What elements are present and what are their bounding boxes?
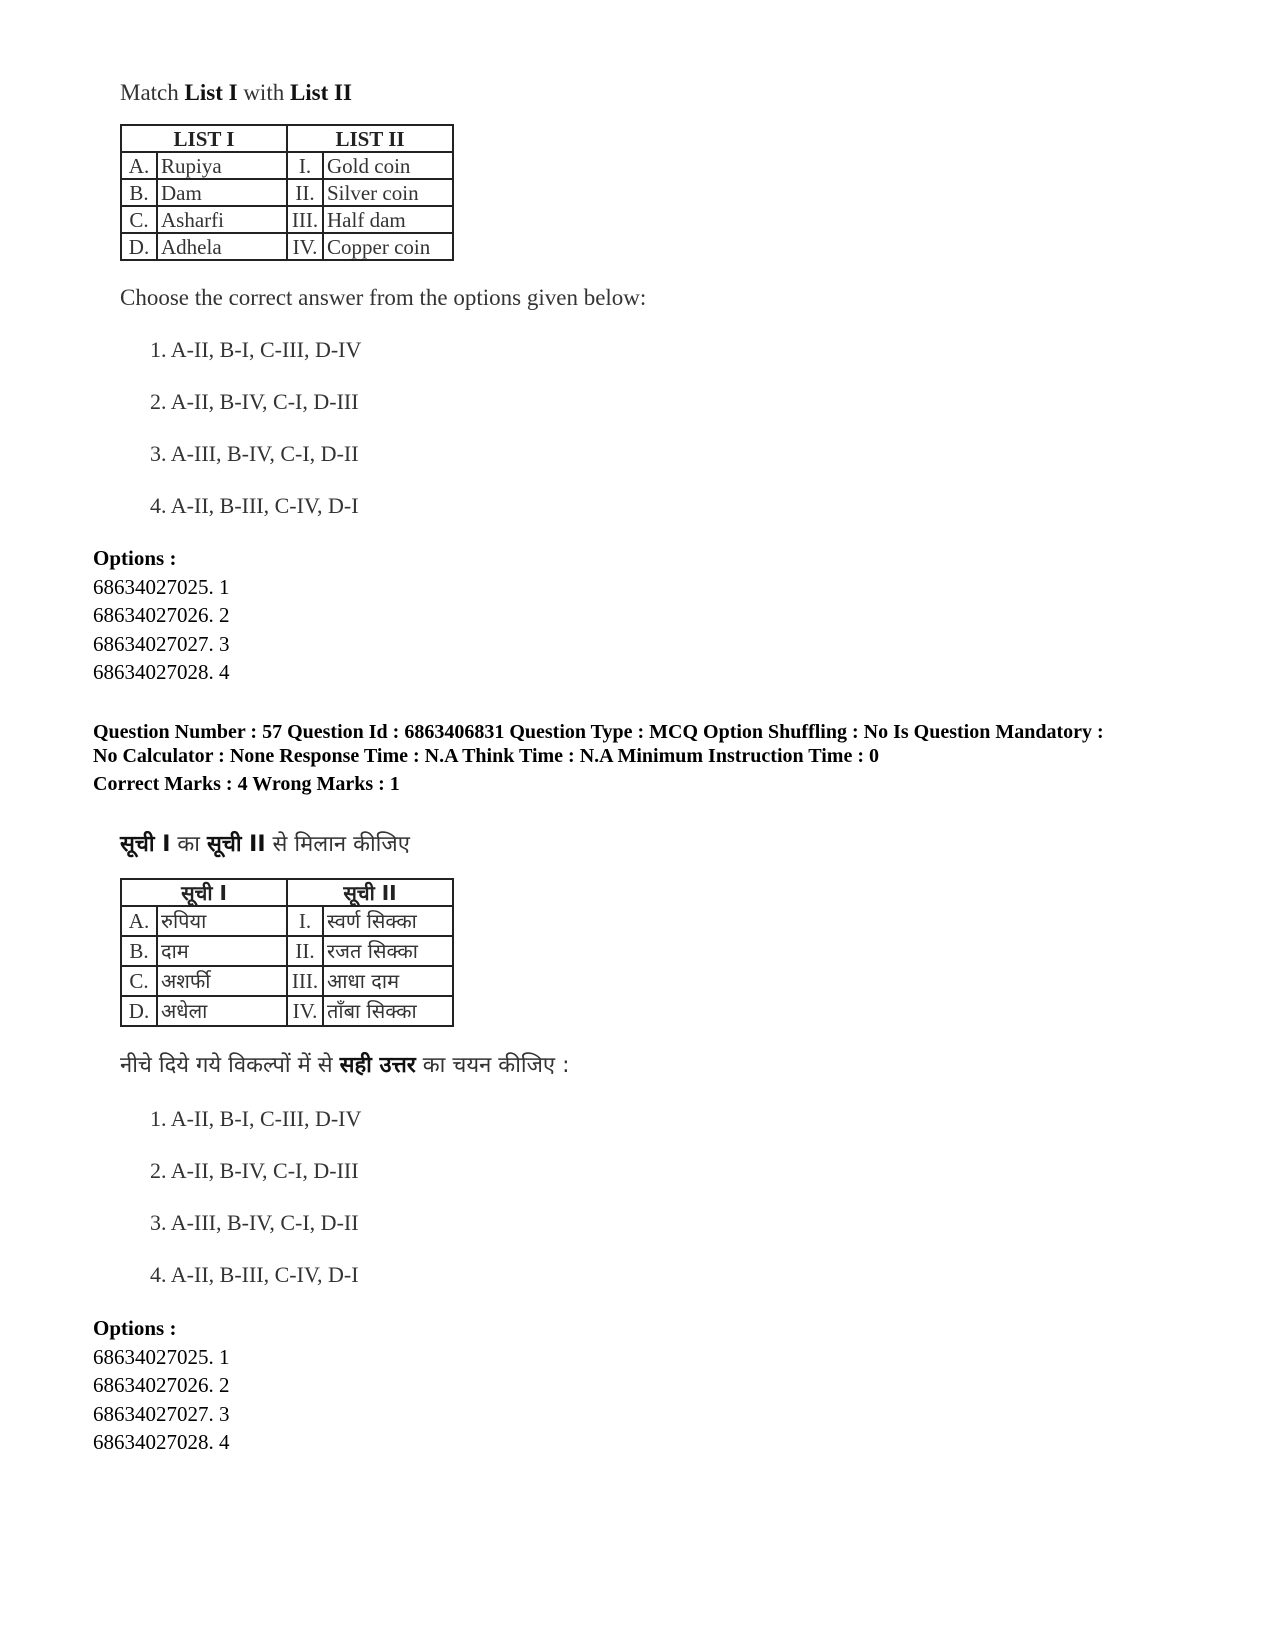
table-row: A. रुपिया I. स्वर्ण सिक्का [121,906,453,936]
q57-meta-line2: No Calculator : None Response Time : N.A Think Time : N.A Minimum Instruction Time : 0 [93,745,879,767]
q57-alternative-2: 2. A-II, B-IV, C-I, D-III [150,1158,359,1183]
q57-option-4: 68634027028. 4 [93,1430,230,1454]
q56-alternative-2: 2. A-II, B-IV, C-I, D-III [150,389,359,414]
table-row: A. Rupiya I. Gold coin [121,152,453,179]
q57-option-2: 68634027026. 2 [93,1373,230,1397]
q56-alternative-1: 1. A-II, B-I, C-III, D-IV [150,337,362,362]
q57-alternative-4: 4. A-II, B-III, C-IV, D-I [150,1262,359,1287]
q56-option-3: 68634027027. 3 [93,631,230,656]
q57-alternative-1: 1. A-II, B-I, C-III, D-IV [150,1106,362,1131]
q57-options [93,1314,230,1457]
table-row: B. Dam II. Silver coin [121,179,453,206]
q56-header-list2: LIST II [287,125,453,152]
q56-options [93,544,230,687]
q57-meta [93,720,1213,796]
q57-option-3: 68634027027. 3 [93,1401,230,1426]
q57-alternative-3: 3. A-III, B-IV, C-I, D-II [150,1210,359,1235]
q57-header-list2: सूची II [287,879,453,906]
q56-alternative-4: 4. A-II, B-III, C-IV, D-I [150,493,359,518]
q56-question-block [120,80,646,311]
q56-option-1: 68634027025. 1 [93,574,230,599]
table-row: D. Adhela IV. Copper coin [121,233,453,260]
table-row: D. अधेला IV. ताँबा सिक्का [121,996,453,1026]
q56-match-table [120,124,454,261]
q56-choose-instruction: Choose the correct answer from the options given below: [120,285,647,310]
q56-intro: Match List I with List II [120,80,352,105]
q57-option-1: 68634027025. 1 [93,1344,230,1369]
q56-option-2: 68634027026. 2 [93,603,230,627]
q57-match-table [120,878,454,1027]
q57-choose-instruction: नीचे दिये गये विकल्पों में से सही उत्तर का चयन कीजिए : [120,1053,570,1078]
q57-meta-line1: Question Number : 57 Question Id : 6863406831 Question Type : MCQ Option Shuffling : No Is Question Mandatory : [93,721,1104,743]
q56-options-heading: Options : [93,546,177,570]
q57-header-list1: सूची I [121,879,287,906]
q57-intro: सूची I का सूची II से मिलान कीजिए [120,832,410,857]
q56-option-4: 68634027028. 4 [93,660,230,684]
table-row: C. अशर्फी III. आधा दाम [121,966,453,996]
table-row: B. दाम II. रजत सिक्का [121,936,453,966]
table-row: C. Asharfi III. Half dam [121,206,453,233]
q56-header-list1: LIST I [121,125,287,152]
q57-options-heading: Options : [93,1316,177,1340]
q57-question-block [120,828,570,1079]
q56-alternative-3: 3. A-III, B-IV, C-I, D-II [150,441,359,466]
q57-marks: Correct Marks : 4 Wrong Marks : 1 [93,773,400,795]
